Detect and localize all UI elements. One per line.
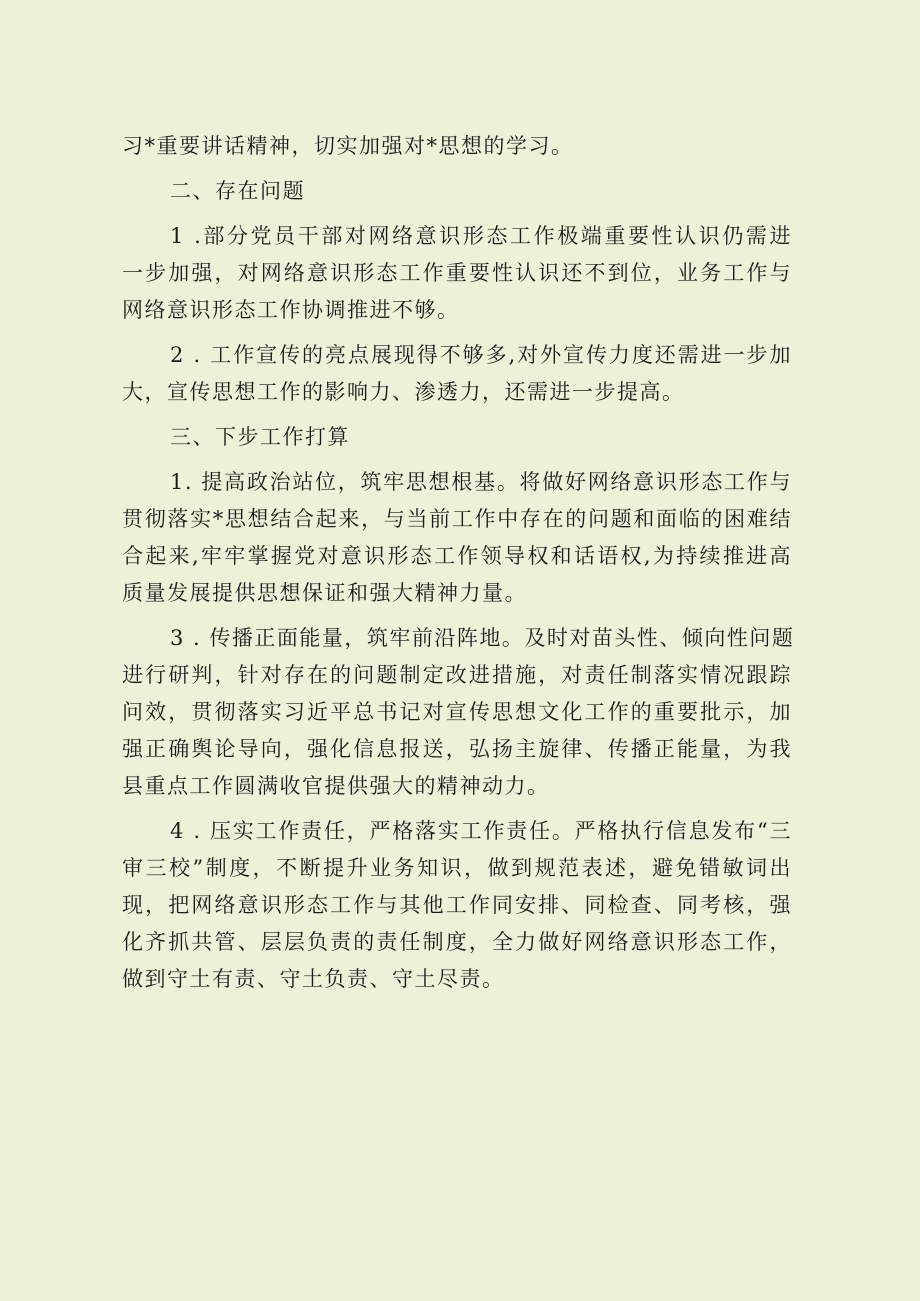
text-line: 审三校”制度，不断提升业务知识，做到规范表述，避免错敏词出	[122, 856, 792, 880]
text-line: 县重点工作圆满收官提供强大的精神动力。	[122, 774, 550, 798]
text-line: 1 .部分党员干部对网络意识形态工作极端重要性认识仍需进	[170, 224, 792, 248]
text-line: 习*重要讲话精神，切实加强对*思想的学习。	[122, 134, 574, 158]
text-line: 贯彻落实*思想结合起来，与当前工作中存在的问题和面临的困难结	[122, 507, 792, 531]
text-line: 一步加强，对网络意识形态工作重要性认识还不到位，业务工作与	[122, 261, 792, 285]
text-line: 2 . 工作宣传的亮点展现得不够多,对外宣传力度还需进一步加	[170, 343, 792, 367]
text-line: 质量发展提供思想保证和强大精神力量。	[122, 581, 527, 605]
text-line: 大，宣传思想工作的影响力、渗透力，还需进一步提高。	[122, 380, 685, 404]
text-line: 网络意识形态工作协调推进不够。	[122, 298, 460, 322]
text-line: 4 . 压实工作责任，严格落实工作责任。严格执行信息发布“三	[170, 819, 792, 843]
document-body	[122, 128, 802, 998]
text-line: 问效，贯彻落实习近平总书记对宣传思想文化工作的重要批示，加	[122, 700, 792, 724]
section-heading-problems: 二、存在问题	[170, 179, 305, 203]
section-heading-next-steps: 三、下步工作打算	[170, 425, 350, 449]
text-line: 3 . 传播正面能量，筑牢前沿阵地。及时对苗头性、倾向性问题	[170, 626, 795, 650]
text-line: 现，把网络意识形态工作与其他工作同安排、同检查、同考核，强	[122, 893, 792, 917]
text-line: 化齐抓共管、层层负责的责任制度，全力做好网络意识形态工作，	[122, 930, 792, 954]
text-line: 1. 提高政治站位，筑牢思想根基。将做好网络意识形态工作与	[170, 470, 792, 494]
text-line: 做到守土有责、守土负责、守土尽责。	[122, 967, 505, 991]
text-line: 合起来,牢牢掌握党对意识形态工作领导权和话语权,为持续推进高	[122, 544, 792, 568]
text-line: 进行研判，针对存在的问题制定改进措施，对责任制落实情况跟踪	[122, 663, 792, 687]
text-line: 强正确舆论导向，强化信息报送，弘扬主旋律、传播正能量，为我	[122, 737, 792, 761]
